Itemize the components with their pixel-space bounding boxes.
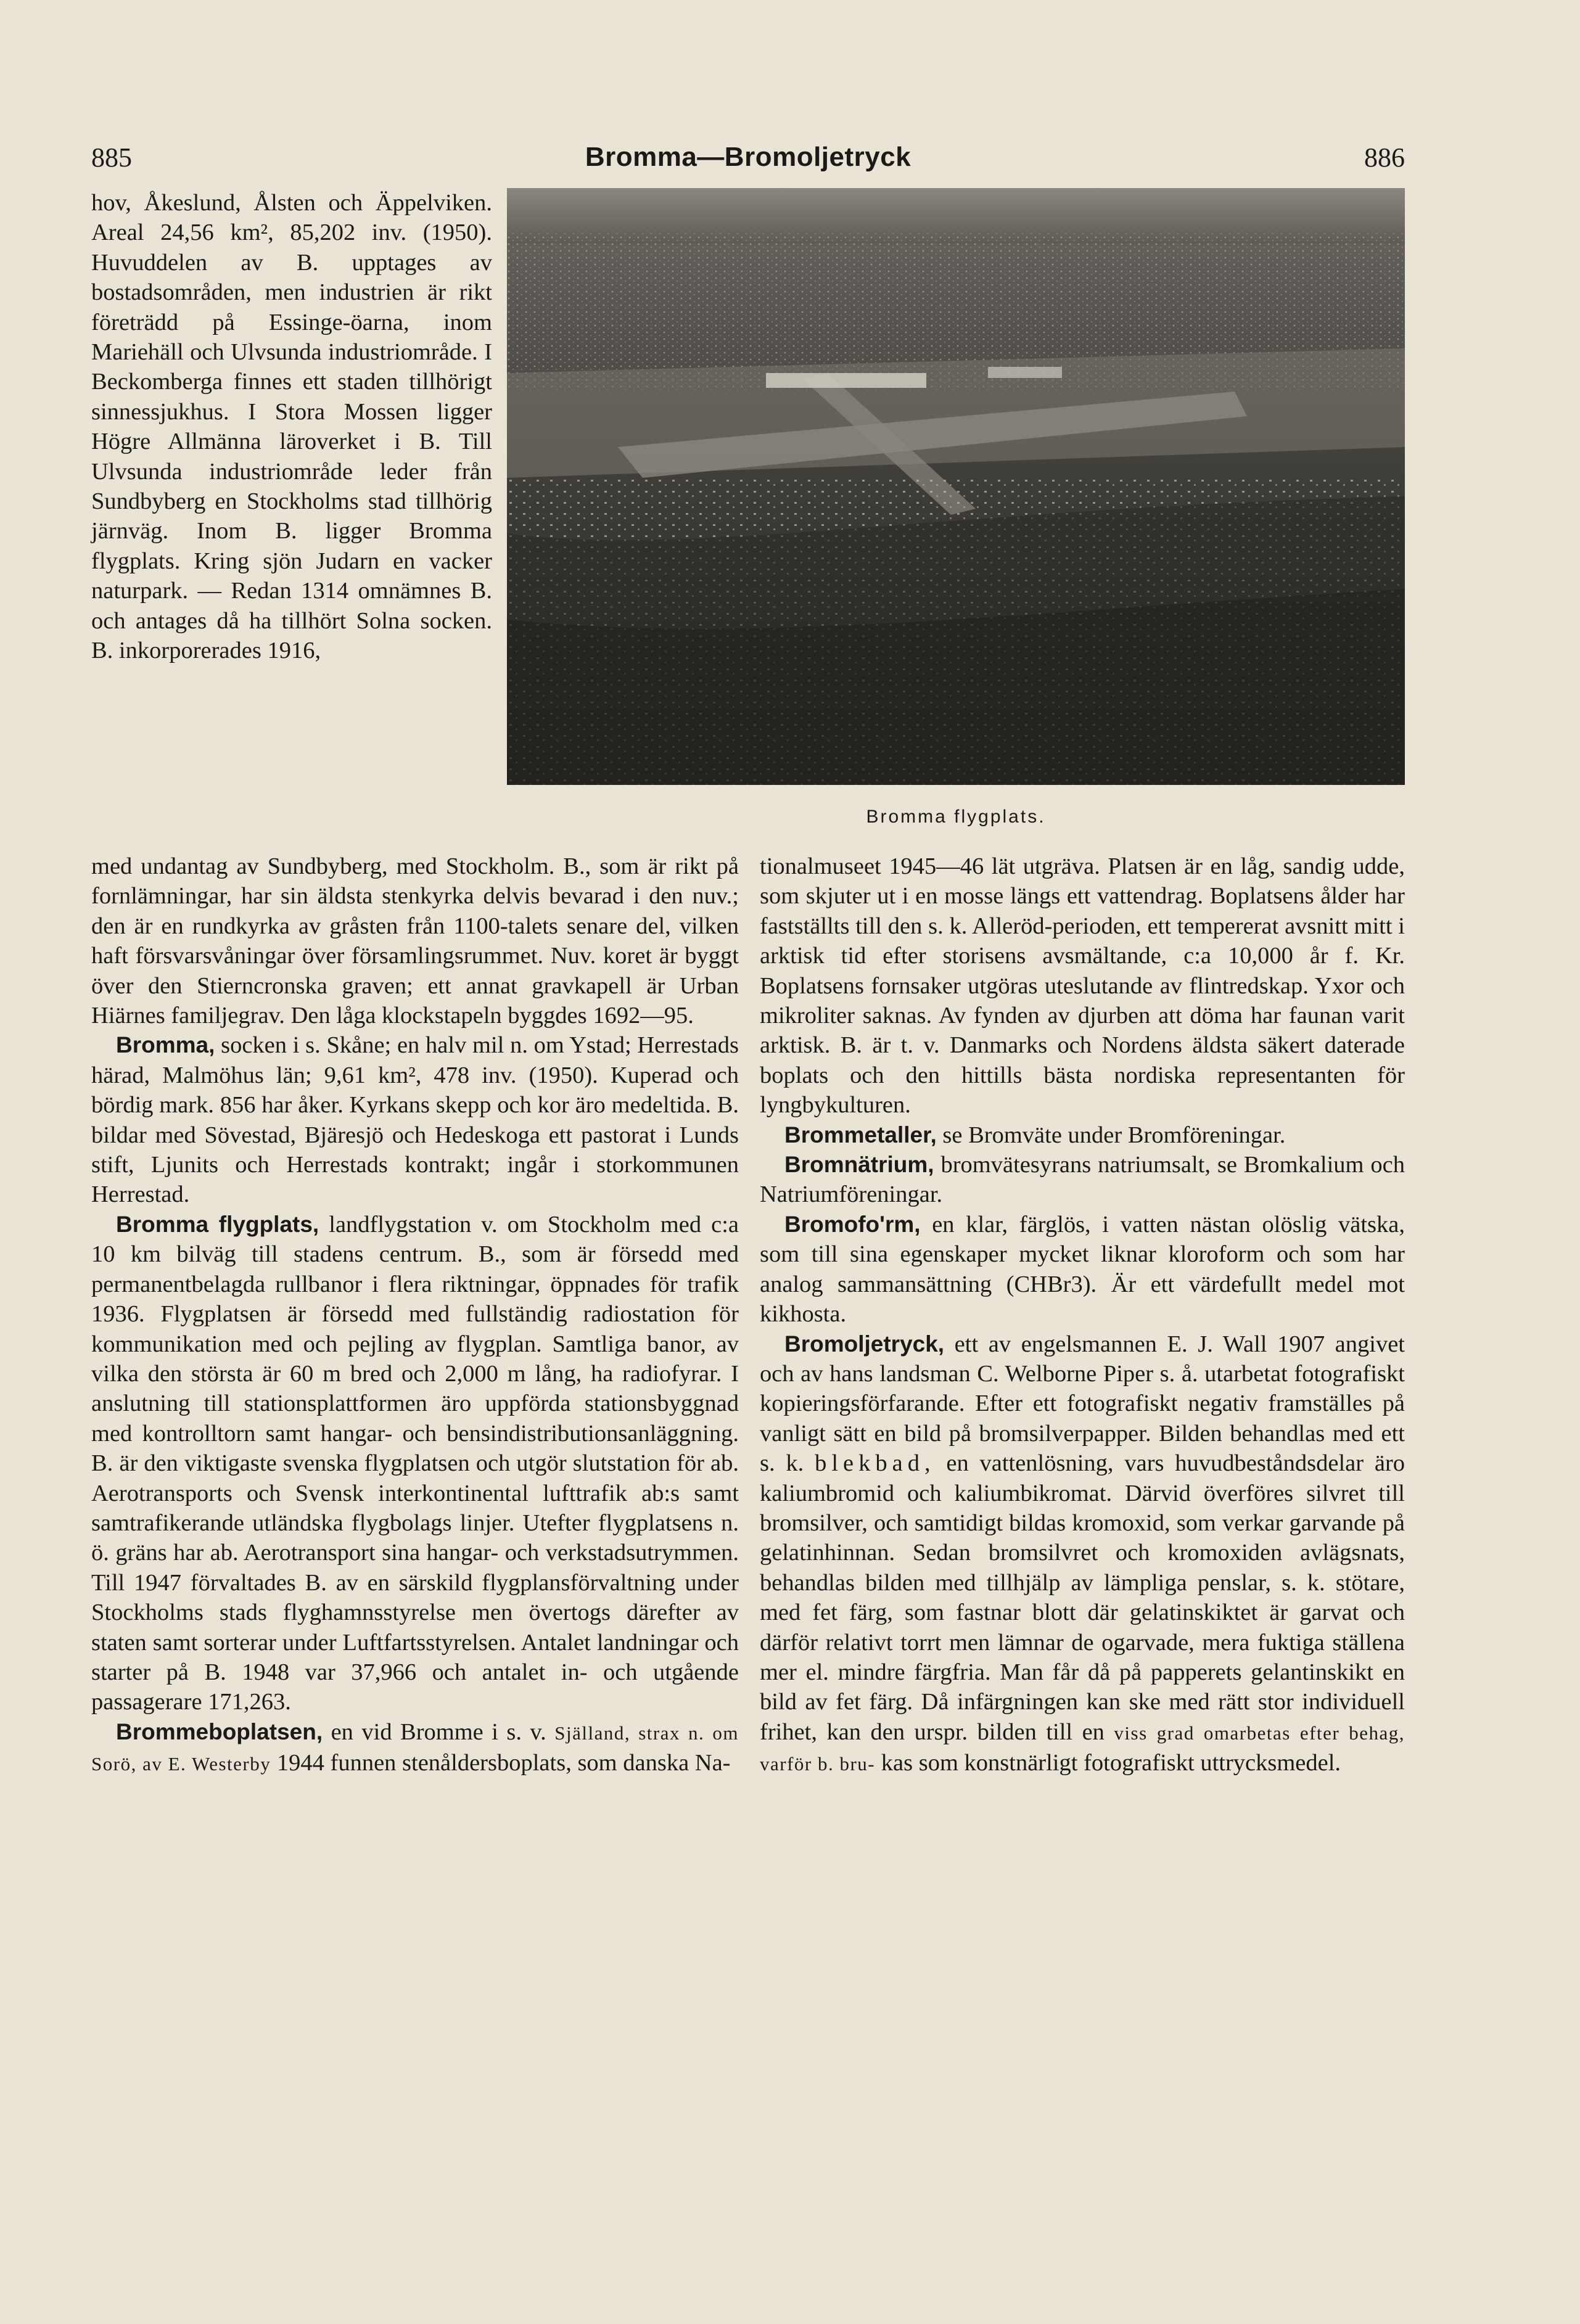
- entry-text: en vattenlösning, vars huvudbeståndsdelar äro kaliumbromid och kaliumbikromat. Därvid överföres silvret till bromsilver, och samtidigt bildas kromoxid, som verkar garvande på gelatinhinnan. Sedan bromsilvret och kromoxiden avlägsnats, behandlas bilden med tillhjälp av lämpliga penslar, s. k. stötare, med fet färg, som fastnar blott där gelatinskiktet är garvat och därför relativt torrt men lämnar de ogarvade, mera fuktiga ställena mer el. mindre färgfria. Man får då på papperets gelantinskikt en bild av fet färg. Då infärgningen kan ske med rätt stor individuell frihet, kan den urspr. bilden till en: [760, 1450, 1405, 1745]
- entry-spaced-term: blekbad,: [815, 1450, 936, 1477]
- entry-text: en vid Bromme i s. v.: [323, 1718, 546, 1745]
- entry-bromoform: [760, 1210, 1405, 1329]
- aerial-photo: [507, 188, 1405, 785]
- entry-headword: Bromma,: [116, 1032, 215, 1058]
- entry-text: 1944 funnen stenåldersboplats, som danska Na-: [276, 1750, 731, 1776]
- entry-text: socken i s. Skåne; en halv mil n. om Ystad; Herrestads härad, Malmöhus län; 9,61 km², 478 inv. (1950). Kuperad och bördig mark. 856 har åker. Kyrkans skepp och kor äro medeltida. B. bildar med Sövestad, Bjäresjö och Hedeskoga ett pastorat i Lunds stift, Ljunits och Herrestads kontrakt; ingår i storkommunen Herrestad.: [91, 1032, 739, 1208]
- entry-text-small: viss grad omarbetas efter behag, varför b. bru-: [760, 1722, 1405, 1775]
- entry-text: kas som konstnärligt fotografiskt uttrycksmedel.: [881, 1750, 1341, 1776]
- right-column-bottom: [760, 852, 1405, 1780]
- entry-text: ett av engelsmannen E. J. Wall 1907 angivet och av hans landsman C. Welborne Piper s. å. utarbetat fotografiskt kopieringsförfarande. Efter ett fotografiskt negativ framställes på vanligt sätt en bild på bromsilverpapper. Bilden behandlas med ett s. k.: [760, 1331, 1405, 1477]
- aerial-photo-image: [507, 188, 1405, 785]
- entry-headword: Brommetaller,: [784, 1122, 937, 1148]
- entry-bromma-flygplats: [91, 1210, 739, 1717]
- photo-caption: Bromma flygplats.: [866, 807, 1046, 827]
- entry-bromma-socken: [91, 1030, 739, 1209]
- entry-brommeboplatsen: [91, 1717, 739, 1780]
- entry-text: landflygstation v. om Stockholm med c:a 10 km bilväg till stadens centrum. B., som är försedd med permanentbelagda rullbanor i flera riktningar, öppnades för trafik 1936. Flygplatsen är försedd med fullständig radiostation för kommunikation med och pejling av flygplan. Samtliga banor, av vilka den största är 60 m bred och 2,000 m lång, ha radiofyrar. I anslutning till stationsplattformen äro uppförda stationsbyggnad med kontrolltorn samt hangar- och bensindistributionsanläggning. B. är den viktigaste svenska flygplatsen och utgör slutstation för ab. Aerotransports och Svensk interkontinental lufttrafik ab:s samt samtrafikerande utländska flygbolags linjer. Utefter flygplatsens n. ö. gräns har ab. Aerotransport sina hangar- och verkstadsutrymmen. Till 1947 förvaltades B. av en särskild flygplansförvaltning under Stockholms stads flyghamnsstyrelse men övertogs därefter av staten samt sorterar under Luftfartsstyrelsen. Antalet landningar och starter på B. 1948 var 37,966 och antalet in- och utgående passagerare 171,263.: [91, 1211, 739, 1715]
- entry-headword: Bromoljetryck,: [784, 1331, 945, 1357]
- entry-bromoljetryck: [760, 1329, 1405, 1780]
- continued-paragraph: hov, Åkeslund, Ålsten och Äppelviken. Areal 24,56 km², 85,202 inv. (1950). Huvuddelen av B. upptages av bostadsområden, men industrien är rikt företrädd på Essinge-öarna, inom Mariehäll och Ulvsunda industriområde. I Beckomberga finnes ett staden tillhörigt sinnessjukhus. I Stora Mossen ligger Högre Allmänna läroverket i B. Till Ulvsunda industriområde leder från Sundbyberg en Stockholms stad tillhörig järnväg. Inom B. ligger Bromma flygplats. Kring sjön Judarn en vacker naturpark. — Redan 1314 omnämnes B. och antages då ha tillhört Solna socken. B. inkorporerades 1916,: [91, 190, 492, 664]
- page-title: Bromma—Bromoljetryck: [585, 142, 911, 172]
- left-column-top: [91, 188, 492, 666]
- entry-bromnatrium: [760, 1150, 1405, 1210]
- entry-headword: Bromnätrium,: [784, 1152, 934, 1178]
- entry-headword: Bromma flygplats,: [116, 1211, 319, 1237]
- entry-brommetaller: [760, 1120, 1405, 1150]
- entry-text-small: Själland, strax n. om Sorö, av E. Westerby: [91, 1722, 739, 1775]
- page-number-left: 885: [91, 142, 132, 173]
- continued-paragraph: tionalmuseet 1945—46 lät utgräva. Platsen är en låg, sandig udde, som skjuter ut i en mosse längs ett vattendrag. Boplatsens ålder har fastställts till den s. k. Alleröd-perioden, ett tempererat avsnitt mitt i arktisk tid efter storisens avsmältande, c:a 10,000 år f. Kr. Boplatsens fornsaker utgöras uteslutande av flintredskap. Yxor och mikroliter saknas. Av fynden av djurben att döma har faunan varit arktisk. B. är t. v. Danmarks och Nordens äldsta säkert daterade boplats och den hittills bästa nordiska representanten för lyngbykulturen.: [760, 853, 1405, 1119]
- entry-headword: Brommeboplatsen,: [116, 1718, 323, 1744]
- left-column-bottom: [91, 852, 739, 1780]
- page-number-right: 886: [1364, 142, 1405, 173]
- continued-paragraph: med undantag av Sundbyberg, med Stockholm. B., som är rikt på fornlämningar, har sin äldsta stenkyrka delvis bevarad i den nuv.; den är en rundkyrka av gråsten från 1100-talets senare del, vilken haft försvarsvåningar över församlingsrummet. Nuv. koret är byggt över den Stierncronska graven; ett annat gravkapell är Urban Hiärnes familjegrav. Den låga klockstapeln byggdes 1692—95.: [91, 853, 739, 1029]
- entry-text: bromvätesyrans natriumsalt, se Bromkalium och Natriumföreningar.: [760, 1152, 1405, 1208]
- entry-text: se Bromväte under Bromföreningar.: [936, 1122, 1286, 1148]
- entry-headword: Bromofo'rm,: [784, 1211, 921, 1237]
- running-header: [91, 142, 1405, 176]
- entry-text: en klar, färglös, i vatten nästan olöslig vätska, som till sina egenskaper mycket liknar kloroform och som har analog sammansättning (CHBr3). Är ett värdefullt medel mot kikhosta.: [760, 1211, 1405, 1328]
